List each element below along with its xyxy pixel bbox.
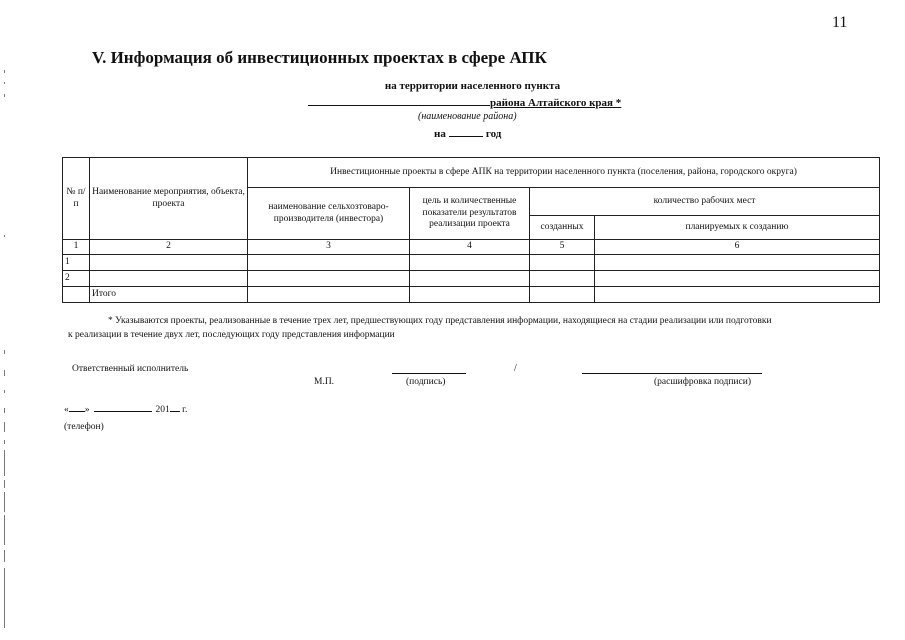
footnote-line-1: * Указываются проекты, реализованные в течение трех лет, предшествующих году представления информации, находящиеся на стадии реализации или подготовки bbox=[108, 316, 772, 326]
cell[interactable] bbox=[595, 271, 880, 287]
col-number: 6 bbox=[595, 240, 880, 255]
cell[interactable] bbox=[530, 271, 595, 287]
date-open-quote: « bbox=[64, 405, 69, 415]
column-number-row bbox=[63, 240, 880, 255]
total-label: Итого bbox=[90, 287, 248, 303]
cell bbox=[63, 287, 90, 303]
signature-line[interactable] bbox=[392, 373, 466, 374]
cell[interactable] bbox=[410, 255, 530, 271]
header-producer: наименование сельхозтоваро-производителя (инвестора) bbox=[248, 188, 410, 240]
cell[interactable] bbox=[410, 271, 530, 287]
col-number: 3 bbox=[248, 240, 410, 255]
header-created: созданных bbox=[530, 216, 595, 240]
col-number: 1 bbox=[63, 240, 90, 255]
cell[interactable] bbox=[530, 255, 595, 271]
total-row bbox=[63, 287, 880, 303]
cell[interactable] bbox=[595, 287, 880, 303]
phone-label: (телефон) bbox=[64, 422, 104, 432]
footnote-line-2: к реализации в течение двух лет, последующих году представления информации bbox=[68, 330, 395, 340]
region-caption: (наименование района) bbox=[418, 111, 517, 122]
signature-caption: (подпись) bbox=[406, 377, 446, 387]
signature-decode-line[interactable] bbox=[582, 373, 762, 374]
executor-label: Ответственный исполнитель bbox=[72, 364, 189, 374]
year-line bbox=[434, 126, 501, 140]
month-blank[interactable] bbox=[94, 402, 152, 412]
cell[interactable] bbox=[248, 255, 410, 271]
region-line bbox=[308, 94, 621, 109]
date-year-prefix: 201 bbox=[155, 405, 170, 415]
header-jobs: количество рабочих мест bbox=[530, 188, 880, 216]
cell[interactable] bbox=[595, 255, 880, 271]
row-num: 1 bbox=[63, 255, 90, 271]
table-row bbox=[63, 255, 880, 271]
header-name: Наименование мероприятия, объекта, проекта bbox=[90, 158, 248, 240]
cell[interactable] bbox=[248, 271, 410, 287]
col-number: 2 bbox=[90, 240, 248, 255]
day-blank[interactable] bbox=[69, 402, 85, 412]
footnote bbox=[68, 314, 880, 342]
region-blank[interactable] bbox=[308, 94, 490, 106]
year-prefix: на bbox=[434, 128, 446, 140]
stamp-label: М.П. bbox=[314, 377, 335, 387]
year-digit-blank[interactable] bbox=[170, 402, 180, 412]
header-planned: планируемых к созданию bbox=[595, 216, 880, 240]
col-number: 4 bbox=[410, 240, 530, 255]
date-close-quote: » bbox=[84, 405, 90, 415]
header-num: № п/п bbox=[63, 158, 90, 240]
row-num: 2 bbox=[63, 271, 90, 287]
header-group: Инвестиционные проекты в сфере АПК на территории населенного пункта (поселения, района, городского округа) bbox=[248, 158, 880, 188]
section-title: V. Информация об инвестиционных проектах в сфере АПК bbox=[92, 48, 547, 67]
col-number: 5 bbox=[530, 240, 595, 255]
page-number: 11 bbox=[832, 14, 848, 31]
cell[interactable] bbox=[530, 287, 595, 303]
cell[interactable] bbox=[248, 287, 410, 303]
header-goal: цель и количественные показатели результатов реализации проекта bbox=[410, 188, 530, 240]
scan-margin-marks bbox=[2, 60, 8, 640]
signature-decode-caption: (расшифровка подписи) bbox=[654, 377, 751, 387]
date-year-suffix: г. bbox=[182, 405, 188, 415]
table-row bbox=[63, 271, 880, 287]
subtitle: на территории населенного пункта bbox=[384, 80, 561, 92]
year-blank[interactable] bbox=[449, 126, 483, 137]
cell[interactable] bbox=[90, 271, 248, 287]
region-text: района Алтайского края * bbox=[490, 97, 622, 109]
year-suffix: год bbox=[485, 128, 502, 140]
date-line bbox=[64, 402, 187, 415]
investment-table bbox=[62, 157, 880, 303]
cell[interactable] bbox=[410, 287, 530, 303]
signature-slash: / bbox=[514, 363, 517, 374]
cell[interactable] bbox=[90, 255, 248, 271]
